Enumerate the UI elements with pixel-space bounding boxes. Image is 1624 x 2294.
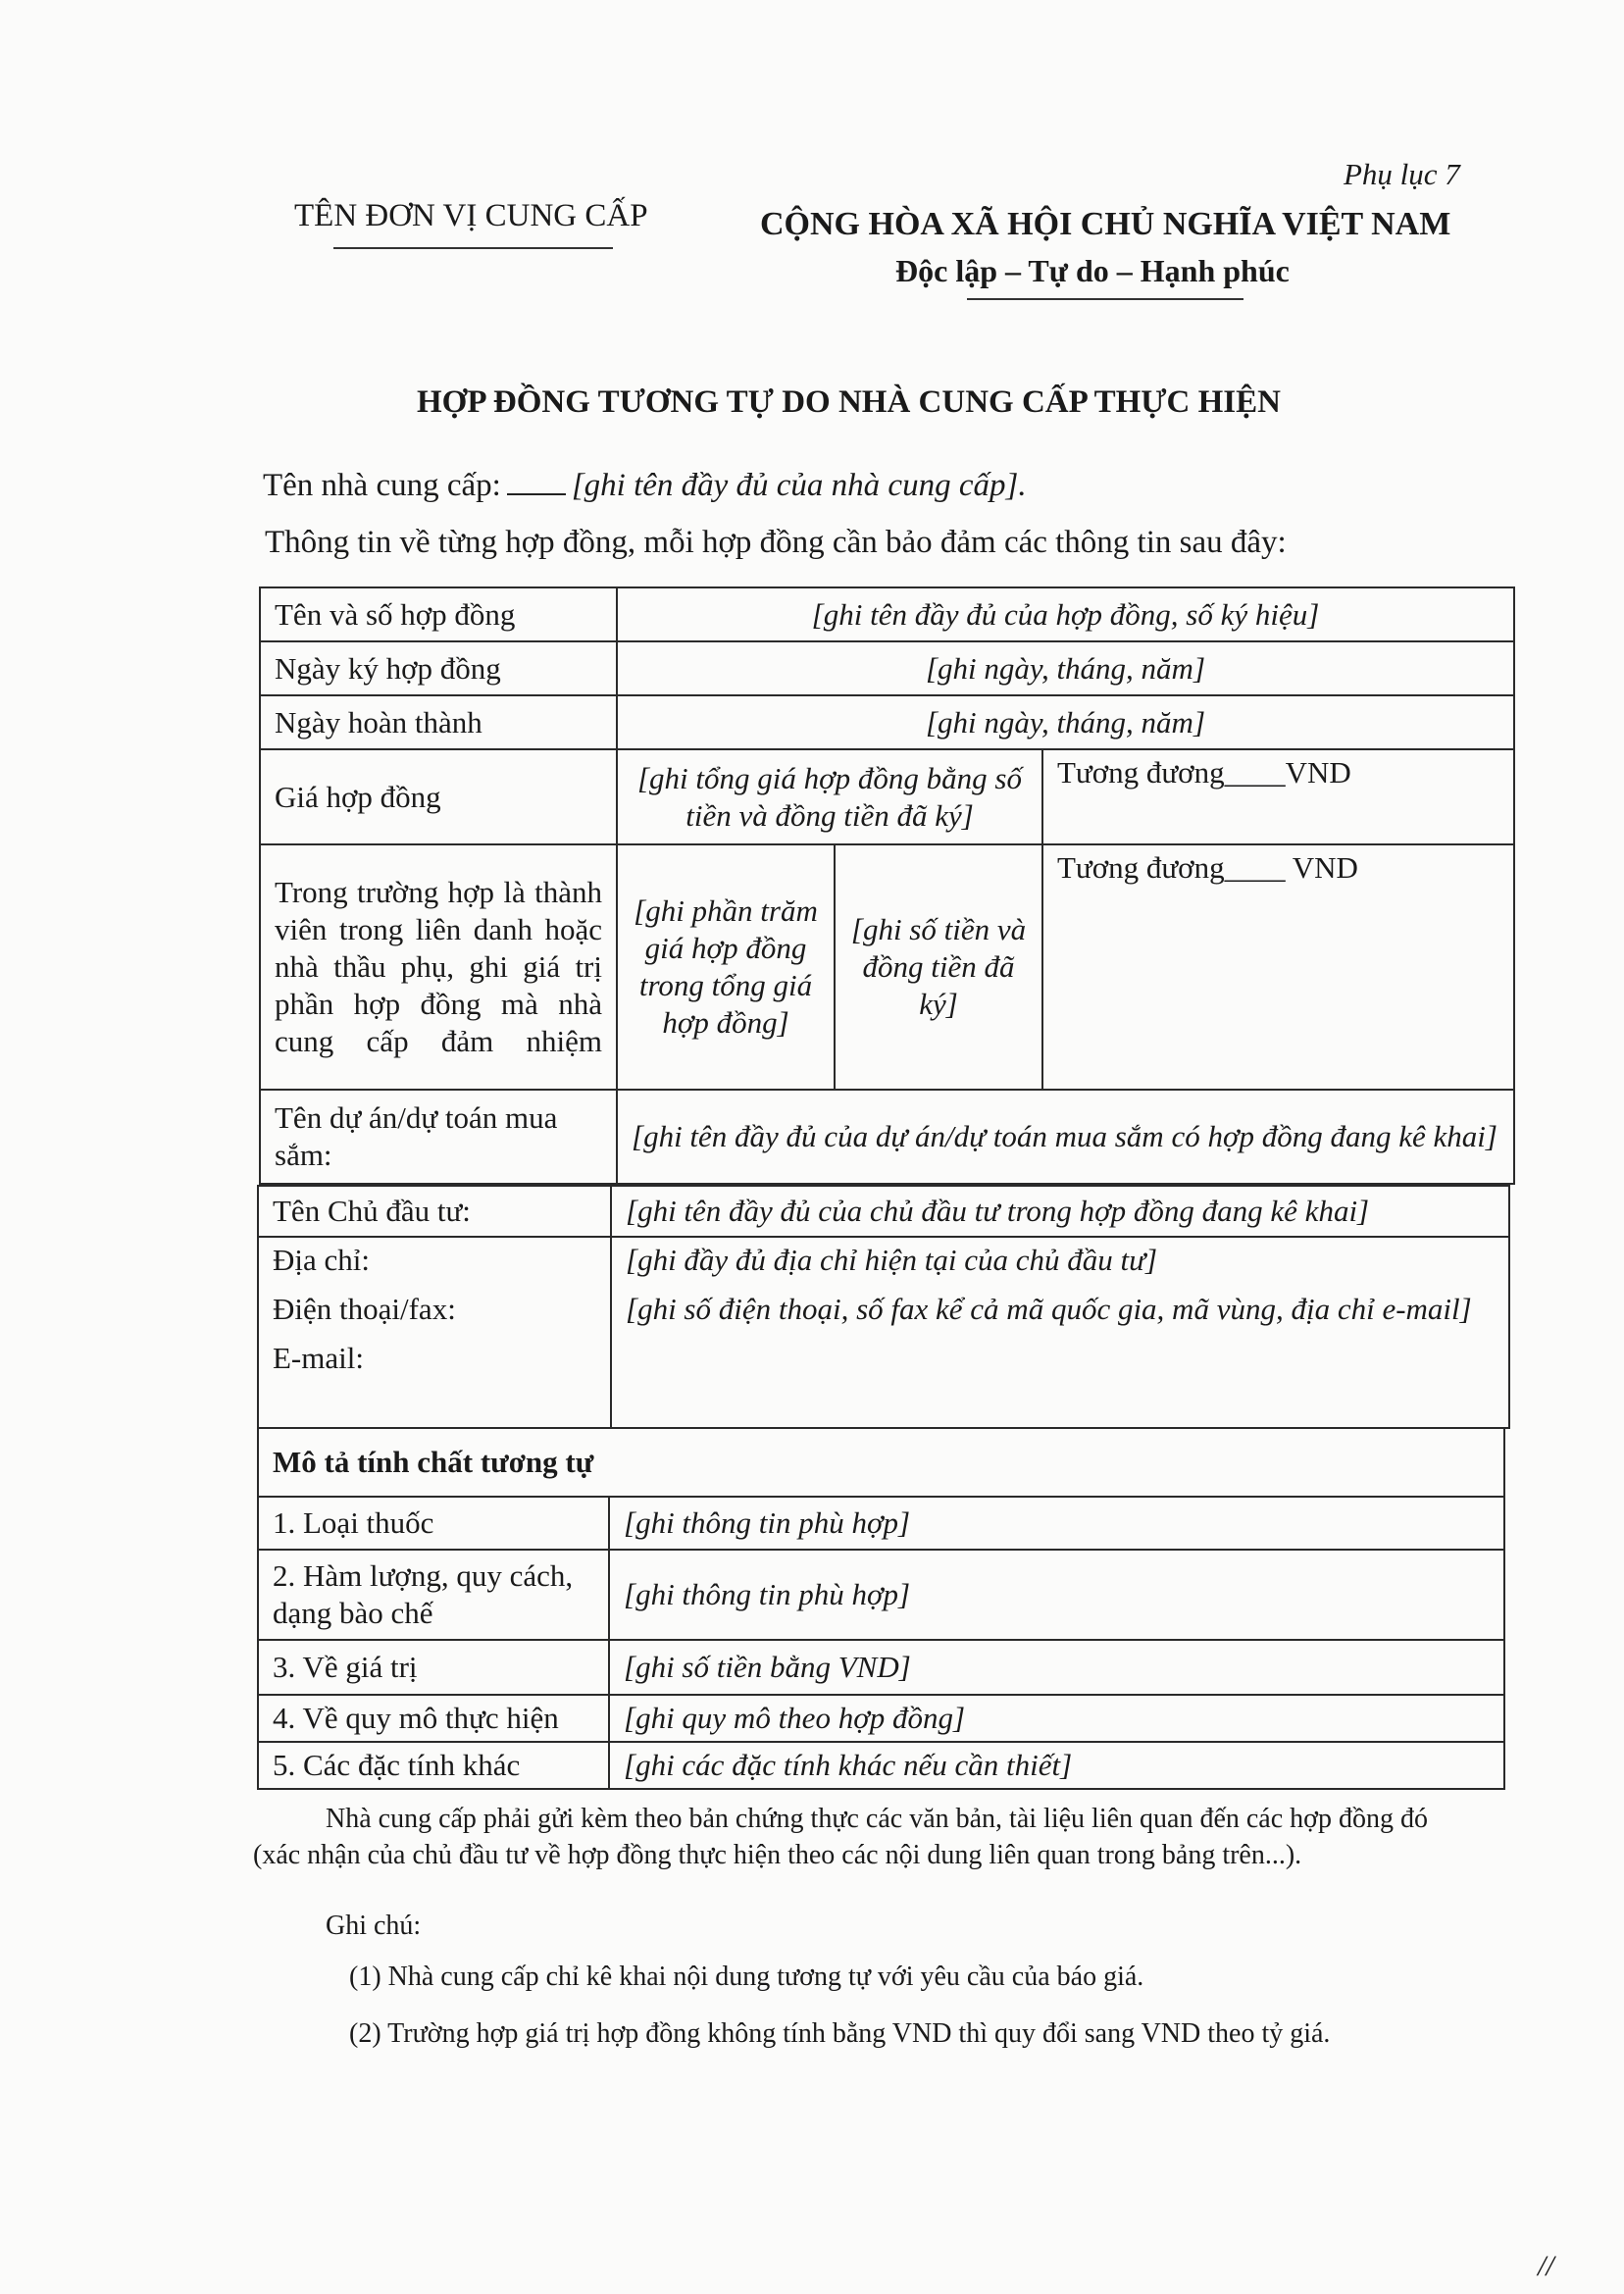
attachment-note: Nhà cung cấp phải gửi kèm theo bản chứng thực các văn bản, tài liệu liên quan đến các hợp đồng đó (xác nhận của chủ đầu tư về hợp đồng thực hiện theo các nội dung liên quan trong bảng trên...).: [253, 1804, 1428, 1870]
contract-info-table: [259, 586, 1515, 1185]
supplier-placeholder: [ghi tên đầy đủ của nhà cung cấp].: [571, 468, 1027, 503]
supplier-label: Tên nhà cung cấp:: [263, 468, 501, 503]
address-value: [ghi đầy đủ địa chỉ hiện tại của chủ đầu tư]: [626, 1243, 1158, 1277]
similarity-row-value: [ghi thông tin phù hợp]: [609, 1497, 1504, 1550]
similarity-row-label: 3. Về giá trị: [258, 1640, 609, 1695]
share-equivalent: Tương đương____ VND: [1042, 844, 1514, 1090]
email-label: E-mail:: [273, 1340, 364, 1375]
table-row: [260, 749, 1514, 844]
table-row: [258, 1186, 1509, 1237]
project-value: [ghi tên đầy đủ của dự án/dự toán mua sắm có hợp đồng đang kê khai]: [617, 1090, 1514, 1184]
owner-label: Tên Chủ đầu tư:: [258, 1186, 611, 1237]
similarity-row-value: [ghi các đặc tính khác nếu cần thiết]: [609, 1742, 1504, 1789]
table-row: [260, 695, 1514, 749]
unit-underline: [333, 247, 613, 249]
table-row: [260, 1090, 1514, 1184]
similarity-row-label: 4. Về quy mô thực hiện: [258, 1695, 609, 1742]
complete-date-value: [ghi ngày, tháng, năm]: [617, 695, 1514, 749]
similarity-row-label: 1. Loại thuốc: [258, 1497, 609, 1550]
table-row: [258, 1237, 1509, 1428]
contract-name-label: Tên và số hợp đồng: [260, 587, 617, 641]
share-label: Trong trường hợp là thành viên trong liên danh hoặc nhà thầu phụ, ghi giá trị phần hợp đồng mà nhà cung cấp đảm nhiệm: [260, 844, 617, 1090]
price-equivalent: Tương đương____VND: [1042, 749, 1514, 844]
similarity-row-value: [ghi thông tin phù hợp]: [609, 1550, 1504, 1640]
table-row: [258, 1428, 1504, 1497]
share-amount: [ghi số tiền và đồng tiền đã ký]: [835, 844, 1042, 1090]
contract-name-value: [ghi tên đầy đủ của hợp đồng, số ký hiệu]: [617, 587, 1514, 641]
table-row: [260, 844, 1514, 1090]
page-mark: //: [1538, 2250, 1554, 2282]
republic-heading: CỘNG HÒA XÃ HỘI CHỦ NGHĨA VIỆT NAM: [760, 206, 1451, 242]
table-row: [258, 1640, 1504, 1695]
project-label: Tên dự án/dự toán mua sắm:: [260, 1090, 617, 1184]
price-label: Giá hợp đồng: [260, 749, 617, 844]
appendix-label: Phụ lục 7: [1344, 157, 1460, 191]
unit-name: TÊN ĐƠN VỊ CUNG CẤP: [294, 198, 648, 233]
similarity-table: [257, 1427, 1505, 1790]
motto-underline: [967, 298, 1243, 300]
similarity-row-value: [ghi quy mô theo hợp đồng]: [609, 1695, 1504, 1742]
owner-value: [ghi tên đầy đủ của chủ đầu tư trong hợp đồng đang kê khai]: [611, 1186, 1509, 1237]
share-percent: [ghi phần trăm giá hợp đồng trong tổng giá hợp đồng]: [617, 844, 835, 1090]
note-2: (2) Trường hợp giá trị hợp đồng không tính bằng VND thì quy đổi sang VND theo tỷ giá.: [349, 2018, 1331, 2049]
table-row: [260, 641, 1514, 695]
contact-labels: [258, 1237, 611, 1428]
notes-title: Ghi chú:: [326, 1911, 422, 1941]
similarity-header: Mô tả tính chất tương tự: [258, 1428, 1504, 1497]
phone-label: Điện thoại/fax:: [273, 1291, 456, 1326]
similarity-row-label: 5. Các đặc tính khác: [258, 1742, 609, 1789]
owner-info-table: [257, 1185, 1510, 1429]
address-label: Địa chỉ:: [273, 1243, 370, 1277]
complete-date-label: Ngày hoàn thành: [260, 695, 617, 749]
document-title: HỢP ĐỒNG TƯƠNG TỰ DO NHÀ CUNG CẤP THỰC HIỆN: [417, 384, 1281, 420]
supplier-line: [263, 468, 1027, 504]
table-row: [258, 1550, 1504, 1640]
sign-date-value: [ghi ngày, tháng, năm]: [617, 641, 1514, 695]
similarity-row-label: 2. Hàm lượng, quy cách, dạng bào chế: [258, 1550, 609, 1640]
phone-value: [ghi số điện thoại, số fax kể cả mã quốc gia, mã vùng, địa chỉ e-mail]: [626, 1291, 1472, 1326]
supplier-blank: [507, 474, 566, 495]
contact-values: [611, 1237, 1509, 1428]
table-row: [258, 1497, 1504, 1550]
intro-text: Thông tin về từng hợp đồng, mỗi hợp đồng cần bảo đảm các thông tin sau đây:: [265, 525, 1287, 560]
table-row: [258, 1742, 1504, 1789]
table-row: [258, 1695, 1504, 1742]
sign-date-label: Ngày ký hợp đồng: [260, 641, 617, 695]
similarity-row-value: [ghi số tiền bằng VND]: [609, 1640, 1504, 1695]
national-motto: Độc lập – Tự do – Hạnh phúc: [895, 253, 1290, 288]
price-value: [ghi tổng giá hợp đồng bằng số tiền và đồng tiền đã ký]: [617, 749, 1042, 844]
note-1: (1) Nhà cung cấp chỉ kê khai nội dung tương tự với yêu cầu của báo giá.: [349, 1962, 1144, 1992]
table-row: [260, 587, 1514, 641]
